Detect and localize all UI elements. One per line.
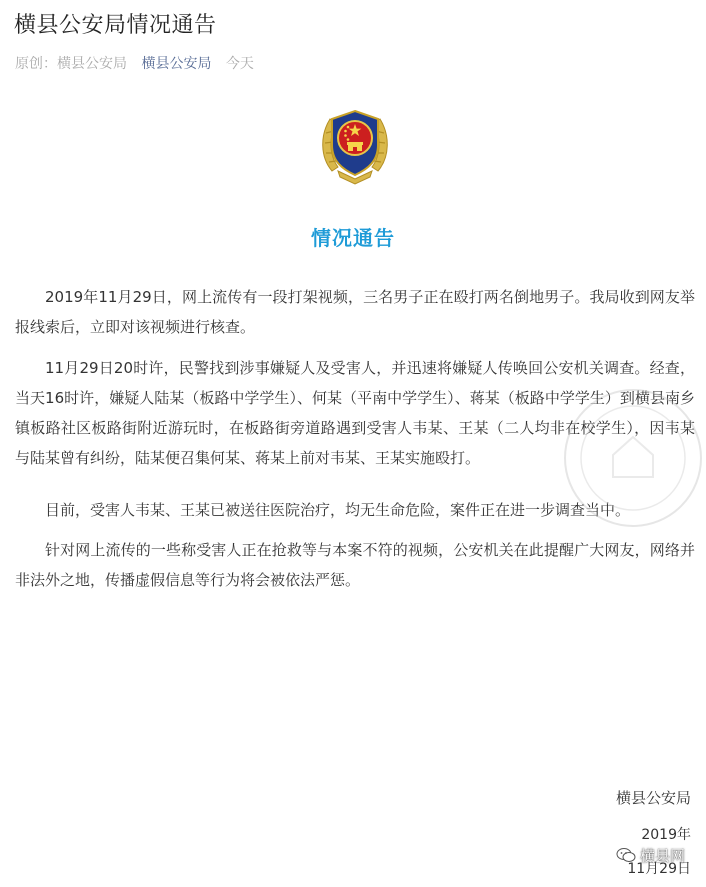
notice-paragraph-1: 2019年11月29日，网上流传有一段打架视频，三名男子正在殴打两名倒地男子。我局收到网友举报线索后，立即对该视频进行核查。	[15, 288, 695, 336]
signature: 横县公安局	[615, 789, 691, 807]
watermark-text: 横县网	[639, 847, 685, 865]
notice-paragraph-2: 11月29日20时许，民警找到涉事嫌疑人及受害人，并迅速将嫌疑人传唤回公安机关调查。经查，当天16时许，嫌疑人陆某（板路中学学生）、何某（平南中学学生）、蒋某（板路中学学生）到横县南乡镇板路社区板路街附近游玩时，在板路街旁道路遇到受害人韦某、王某（二人均非在校学生），因韦某与陆某曾有纠纷，陆某便召集何某、蒋某上前对韦某、王某实施殴打。	[15, 359, 695, 467]
date-year: 2019年	[641, 827, 691, 843]
origin-label: 原创：	[15, 56, 57, 72]
article-meta	[15, 53, 254, 73]
article-title: 横县公安局情况通告	[14, 13, 217, 38]
publish-time: 今天	[225, 56, 254, 72]
date-day: 11月29日	[627, 861, 691, 877]
notice-heading: 情况通告	[311, 226, 395, 250]
author-name: 横县公安局	[57, 56, 127, 72]
wechat-icon	[616, 847, 636, 867]
notice-paragraph-3: 目前，受害人韦某、王某已被送往医院治疗，均无生命危险，案件正在进一步调查当中。	[45, 501, 631, 519]
watermark-seal-icon	[560, 385, 706, 531]
watermark-label	[616, 845, 685, 867]
notice-paragraph-4: 针对网上流传的一些称受害人正在抢救等与本案不符的视频，公安机关在此提醒广大网友，网络并非法外之地，传播虚假信息等行为将会被依法严惩。	[15, 541, 695, 589]
police-badge-icon	[318, 105, 392, 187]
account-link[interactable]: 横县公安局	[141, 56, 212, 72]
